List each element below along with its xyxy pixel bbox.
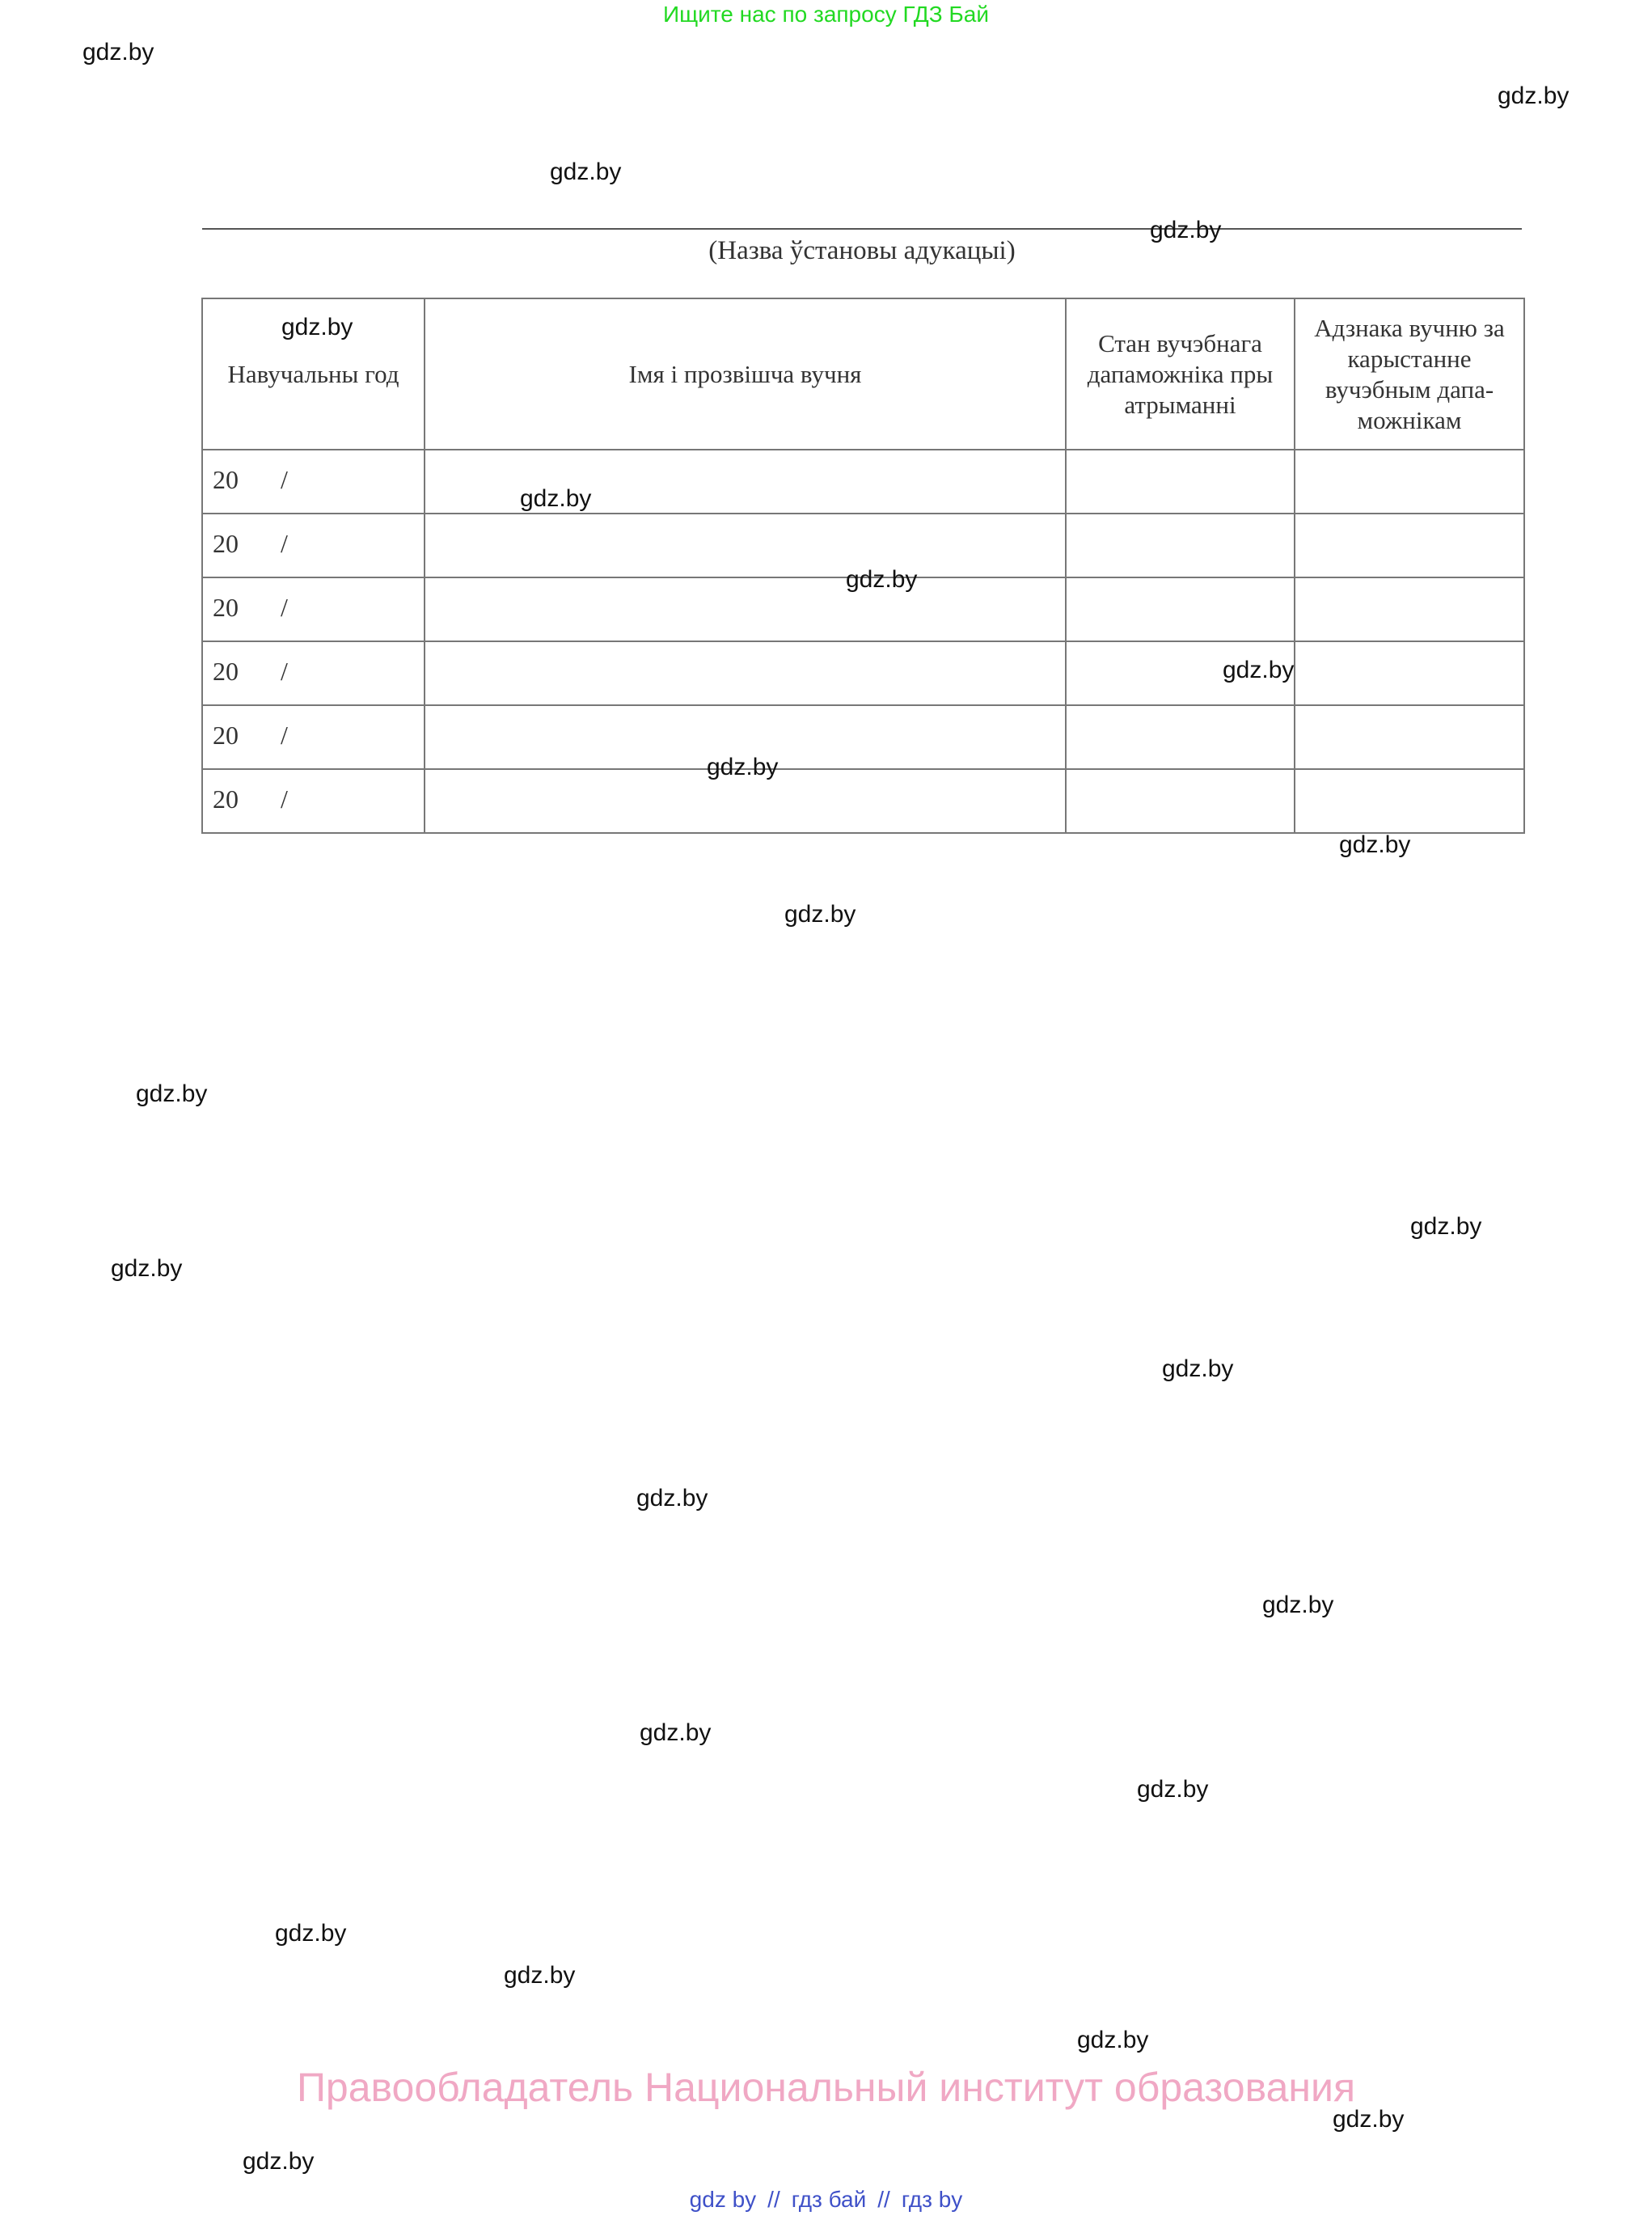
year-cell [202, 705, 425, 769]
watermark: gdz.by [550, 159, 622, 185]
footer-links [0, 2187, 1652, 2213]
table-header-row [202, 298, 1524, 450]
watermark: gdz.by [1162, 1355, 1234, 1382]
watermark: gdz.by [1150, 217, 1222, 243]
watermark: gdz.by [520, 485, 592, 512]
mark-cell [1295, 641, 1524, 705]
year-separator: / [281, 529, 288, 558]
header-name [425, 298, 1066, 450]
watermark: gdz.by [707, 754, 779, 780]
table-row [202, 705, 1524, 769]
year-separator: / [281, 593, 288, 622]
year-separator: / [281, 657, 288, 686]
watermark: gdz.by [504, 1962, 576, 1989]
footer-link-gdz-bai[interactable]: гдз бай [791, 2187, 867, 2212]
footer-link-gdz-by-cyr[interactable]: гдз by [901, 2187, 963, 2212]
year-prefix: 20 [213, 721, 239, 750]
header-mark-label: Адзнака вучню за карыстанне вучэбным дапа-можнікам [1314, 313, 1505, 434]
table-row [202, 769, 1524, 833]
table-row [202, 450, 1524, 514]
watermark: gdz.by [1223, 657, 1295, 683]
year-separator: / [281, 721, 288, 750]
mark-cell [1295, 705, 1524, 769]
footer-link-gdz-by[interactable]: gdz by [689, 2187, 757, 2212]
header-condition-label: Стан вучэбнага дапаможніка пры атрыманні [1087, 328, 1274, 419]
year-prefix: 20 [213, 784, 239, 814]
watermark: gdz.by [846, 566, 918, 593]
mark-cell [1295, 769, 1524, 833]
watermark: gdz.by [1410, 1213, 1482, 1240]
condition-cell [1066, 705, 1295, 769]
watermark: gdz.by [1498, 82, 1570, 109]
watermark: gdz.by [281, 314, 353, 340]
watermark: gdz.by [1339, 831, 1411, 858]
student-name-cell [425, 514, 1066, 577]
watermark: gdz.by [111, 1255, 183, 1282]
header-name-label: Імя і прозвішча вучня [628, 359, 862, 388]
watermark: gdz.by [1333, 2106, 1405, 2133]
year-prefix: 20 [213, 593, 239, 622]
footer-separator: // [877, 2187, 890, 2212]
year-cell [202, 514, 425, 577]
header-year-label: Навучальны год [227, 359, 399, 388]
watermark: gdz.by [82, 39, 154, 66]
watermark: gdz.by [640, 1719, 712, 1746]
year-cell [202, 769, 425, 833]
footer-separator: // [767, 2187, 780, 2212]
condition-cell [1066, 577, 1295, 641]
watermark: gdz.by [1077, 2027, 1149, 2053]
header-mark [1295, 298, 1524, 450]
year-prefix: 20 [213, 465, 239, 494]
watermark: gdz.by [136, 1080, 208, 1107]
watermark: gdz.by [275, 1920, 347, 1947]
watermark: gdz.by [636, 1485, 708, 1512]
year-separator: / [281, 465, 288, 494]
watermark: gdz.by [784, 901, 856, 928]
year-separator: / [281, 784, 288, 814]
mark-cell [1295, 450, 1524, 514]
condition-cell [1066, 769, 1295, 833]
condition-cell [1066, 450, 1295, 514]
year-cell [202, 577, 425, 641]
year-cell [202, 641, 425, 705]
top-banner: Ищите нас по запросу ГДЗ Бай [662, 2, 990, 27]
institution-rule [202, 228, 1522, 230]
watermark: gdz.by [1137, 1776, 1209, 1803]
mark-cell [1295, 514, 1524, 577]
year-cell [202, 450, 425, 514]
table-row [202, 641, 1524, 705]
year-prefix: 20 [213, 529, 239, 558]
institution-caption: (Назва ўстановы адукацыі) [708, 236, 1016, 265]
mark-cell [1295, 577, 1524, 641]
student-name-cell [425, 641, 1066, 705]
header-condition [1066, 298, 1295, 450]
watermark: gdz.by [243, 2148, 315, 2175]
watermark: gdz.by [1262, 1592, 1334, 1618]
copyright-notice: Правообладатель Национальный институт образования [296, 2065, 1356, 2110]
year-prefix: 20 [213, 657, 239, 686]
student-name-cell [425, 577, 1066, 641]
condition-cell [1066, 514, 1295, 577]
